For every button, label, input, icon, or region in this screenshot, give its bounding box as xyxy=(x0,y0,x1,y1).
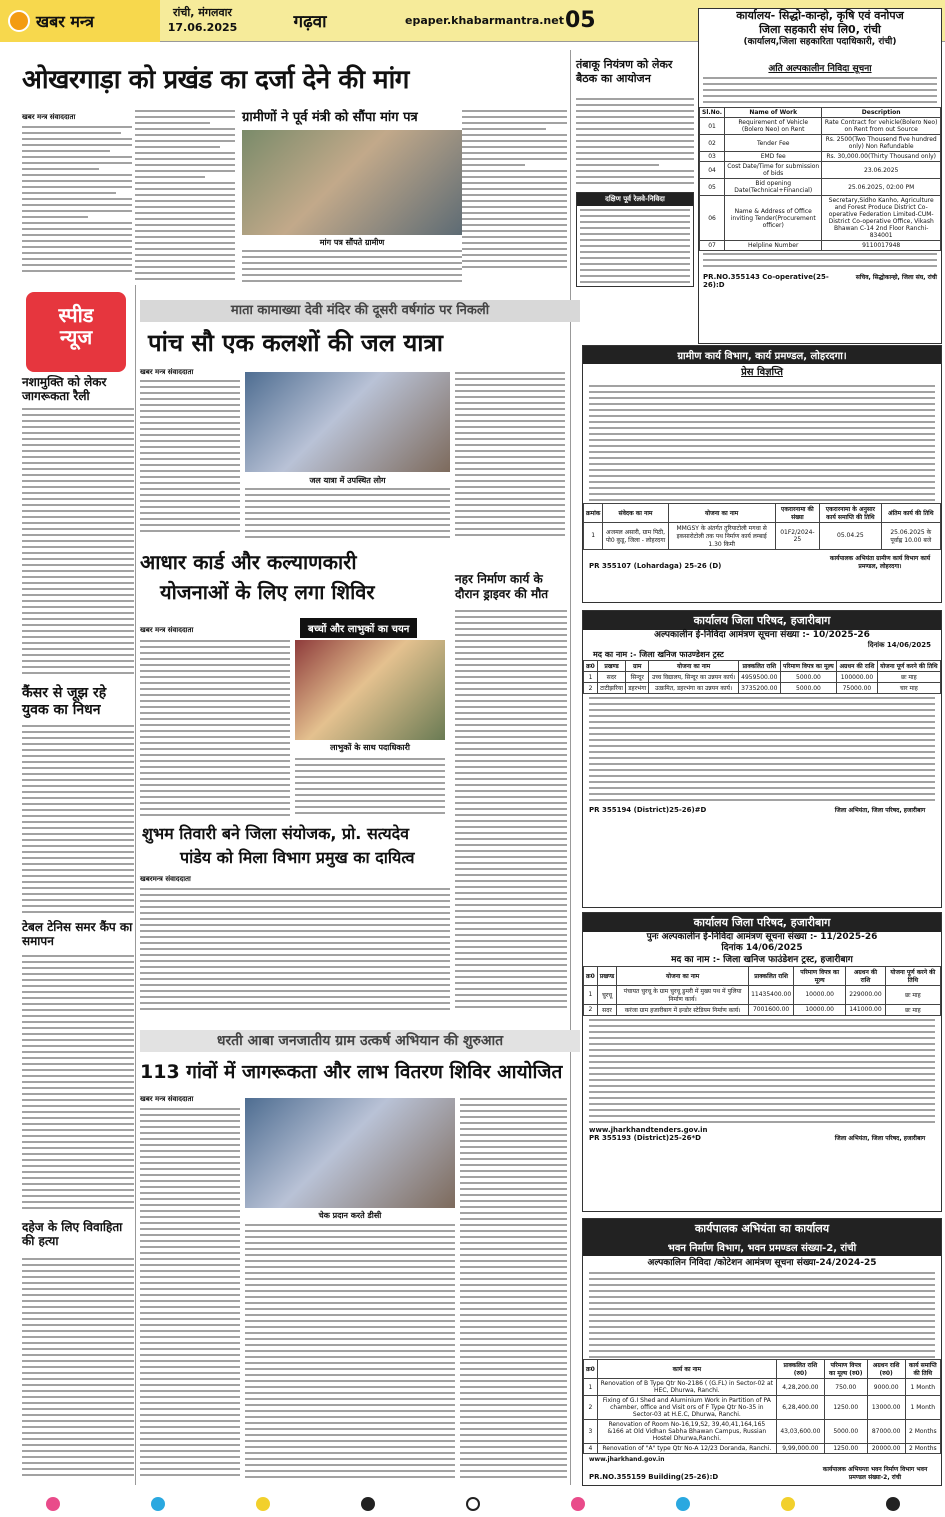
notice-hz1-pr: PR 355194 (District)25-26)#D xyxy=(589,806,707,814)
dharti-kicker: धरती आबा जनजातीय ग्राम उत्कर्ष अभियान की शुरुआत xyxy=(140,1030,580,1052)
table-cell: 2 xyxy=(584,1004,598,1015)
table-cell: चार माह xyxy=(877,683,940,694)
notice-rural-subtitle: प्रेस विज्ञप्ति xyxy=(741,367,783,378)
table-cell: छः माह xyxy=(877,672,940,683)
table-header-cell: कार्य का नाम xyxy=(597,1360,776,1379)
photo-memorandum xyxy=(242,130,462,235)
print-registration-marks xyxy=(0,1490,945,1517)
notice-bld-pr: PR.NO.355159 Building(25-26):D xyxy=(589,1473,719,1482)
city-day: रांची, मंगलवार xyxy=(173,6,232,20)
black-dot-icon xyxy=(886,1497,900,1511)
notice-rural-pr: PR 355107 (Lohardaga) 25-26 (D) xyxy=(589,561,722,570)
notice-hazaribagh-2 xyxy=(582,912,942,1212)
kalash-headline: पांच सौ एक कलशों की जल यात्रा xyxy=(148,329,443,357)
shubham-headline-2: पांडेय को मिला विभाग प्रमुख का दायित्व xyxy=(180,848,415,867)
table-header-row xyxy=(584,503,941,522)
crosshair-icon xyxy=(466,1497,480,1511)
table-cell: Rate Contract for vehicle(Bolero Neo) on Rent from out Source xyxy=(822,118,941,135)
table-header-cell: योजना का नाम xyxy=(668,503,775,522)
table-cell: 1 Month xyxy=(905,1379,940,1396)
notice-bld-subtitle: अल्पकालिन निविदा /कोटेशन आमंत्रण सूचना संख्या-24/2024-25 xyxy=(647,1258,877,1268)
column-divider xyxy=(135,285,136,1485)
table-header-cell: ग्राम xyxy=(626,661,649,672)
notice-hz2-pr: PR 355193 (District)25-26*D xyxy=(589,1133,701,1142)
tobacco-headline: तंबाकू नियंत्रण को लेकर बैठक का आयोजन xyxy=(576,58,673,85)
table-row xyxy=(584,1420,941,1444)
table-cell: 13000.00 xyxy=(867,1396,905,1420)
table-header-cell: क्र0 xyxy=(584,661,598,672)
kalash-text-col3 xyxy=(455,372,565,542)
railway-notice xyxy=(576,192,694,287)
speed-news-text-2 xyxy=(22,725,134,915)
table-cell: 10000.00 xyxy=(794,985,846,1004)
notice-coop-footer xyxy=(699,271,941,291)
table-cell: डहरभंगा xyxy=(626,683,649,694)
notice-rural-footer xyxy=(583,550,941,574)
table-header-cell: योजना पूर्ण करने की तिथि xyxy=(877,661,940,672)
canal-text xyxy=(455,610,567,1020)
table-cell: 2 xyxy=(584,1396,598,1420)
aadhar-byline: खबर मन्त्र संवाददाता xyxy=(140,626,194,634)
table-header-cell: अंतिम कार्य की तिथि xyxy=(881,503,940,522)
table-cell: 6,28,400.00 xyxy=(776,1396,824,1420)
table-row xyxy=(584,522,941,549)
table-cell: Tender Fee xyxy=(725,135,822,152)
table-cell: सदर xyxy=(597,1004,616,1015)
speed-news-text-4 xyxy=(22,1258,134,1483)
notice-bld-title-1: कार्यपालक अभियंता का कार्यालय xyxy=(583,1219,941,1238)
table-cell: 100000.00 xyxy=(837,672,878,683)
aadhar-label: बच्चों और लाभुकों का चयन xyxy=(300,618,417,638)
table-header-cell: परिमाण विपत्र का मूल्य xyxy=(780,661,837,672)
logo-emblem-icon xyxy=(8,10,30,32)
table-cell: 01F2/2024-25 xyxy=(775,522,820,549)
kalash-text-col1 xyxy=(140,380,240,540)
table-cell: 3735200.00 xyxy=(738,683,780,694)
table-cell: 5000.00 xyxy=(780,672,837,683)
table-cell: 05 xyxy=(700,179,725,196)
main-headline: ओखरगाड़ा को प्रखंड का दर्जा देने की मांग xyxy=(22,65,409,95)
speed-news-badge xyxy=(26,292,126,372)
table-row xyxy=(700,196,941,241)
logo xyxy=(0,0,160,42)
aadhar-text-col1 xyxy=(140,640,290,820)
notice-bld-table xyxy=(583,1359,941,1454)
page-number: 05 xyxy=(565,8,596,33)
table-cell: 87000.00 xyxy=(867,1420,905,1444)
table-cell: Helpline Number xyxy=(725,241,822,251)
table-cell: उच्च विद्यालय, सिन्दूर का उन्नयन कार्य। xyxy=(649,672,738,683)
table-cell: 01 xyxy=(700,118,725,135)
table-cell: Requirement of Vehicle (Bolero Neo) on Rent xyxy=(725,118,822,135)
notice-hz1-date: दिनांक 14/06/2025 xyxy=(867,641,931,650)
table-header-cell: अग्रधन की राशि xyxy=(837,661,878,672)
magenta-dot-icon xyxy=(571,1497,585,1511)
notice-hz2-subtitle: पुनः अल्पकालीन ई-निविदा आमंत्रण सूचना संख्या :- 11/2025-26 xyxy=(646,932,878,942)
table-header-cell: अग्रधन राशि (रु0) xyxy=(867,1360,905,1379)
table-cell: 1250.00 xyxy=(824,1444,867,1454)
notice-hz2-footer xyxy=(583,1134,941,1142)
speed-news-item-1: नशामुक्ति को लेकर जागरूकता रैली xyxy=(22,375,107,404)
main-text-col4 xyxy=(462,110,567,290)
speed-news-label-bottom: न्यूज xyxy=(59,325,93,349)
table-cell: Name & Address of Office inviting Tender(Procurement officer) xyxy=(725,196,822,241)
main-subheadline: ग्रामीणों ने पूर्व मंत्री को सौंपा मांग पत्र xyxy=(242,110,418,125)
table-row xyxy=(700,152,941,162)
table-header-cell: परिमाण विपत्र का मूल्य (रु0) xyxy=(824,1360,867,1379)
kalash-byline: खबर मन्त्र संवाददाता xyxy=(140,368,194,376)
table-cell: 9110017948 xyxy=(822,241,941,251)
table-cell: 3 xyxy=(584,1420,598,1444)
table-cell: Fixing of G.I Shed and Aluminium Work in Partition of PA chamber, office and Visit ors of F Type Qtr No-35 in Sector-03 at H.E.C, Dhurwa, Ranchi. xyxy=(597,1396,776,1420)
notice-hz1-signatory: जिला अभियंता, जिला परिषद, हजारीबाग xyxy=(834,807,926,814)
notice-coop-signatory: सचिव, सिद्धोकान्हो, जिला संघ, रांची xyxy=(855,274,937,281)
notice-hz1-footer xyxy=(583,806,941,814)
table-row xyxy=(584,1444,941,1454)
table-cell: सदर xyxy=(597,672,625,683)
table-cell: 23.06.2025 xyxy=(822,162,941,179)
notice-coop-title-2: जिला सहकारी संघ लि0, रांची xyxy=(759,22,881,36)
dateline xyxy=(160,6,245,35)
cyan-dot-icon xyxy=(676,1497,690,1511)
notice-coop-subtitle: अति अल्पकालीन निविदा सूचना xyxy=(768,63,872,74)
table-cell: 2 Months xyxy=(905,1420,940,1444)
dharti-headline: 113 गांवों में जागरूकता और लाभ वितरण शिविर आयोजित xyxy=(140,1061,563,1083)
aadhar-headline-1: आधार कार्ड और कल्याणकारी xyxy=(140,550,357,574)
shubham-text xyxy=(140,888,450,1018)
table-header-cell: एकरारनामा की संख्या xyxy=(775,503,820,522)
kalash-photo-caption: जल यात्रा में उपस्थित लोग xyxy=(309,476,386,485)
table-header-cell: परिमाण विपत्र का मूल्य xyxy=(794,966,846,985)
table-header-row xyxy=(584,1360,941,1379)
table-cell: 141000.00 xyxy=(846,1004,886,1015)
table-cell: 03 xyxy=(700,152,725,162)
table-cell: Secretary,Sidho Kanho, Agriculture and Forest Produce District Co-operative Federation Limited-CUM-District Co-operative Office, Vikash Bhawan C-14 2nd Floor Ranchi- 834001 xyxy=(822,196,941,241)
table-header-cell: Name of Work xyxy=(725,108,822,118)
table-cell: 06 xyxy=(700,196,725,241)
speed-news-item-3: टेबल टेनिस समर कैंप का समापन xyxy=(22,920,133,949)
yellow-dot-icon xyxy=(781,1497,795,1511)
section-name: गढ़वा xyxy=(293,12,327,32)
shubham-byline: खबरमन्त्र संवाददाता xyxy=(140,875,191,883)
notice-building xyxy=(582,1218,942,1486)
speed-news-text-3 xyxy=(22,955,134,1215)
table-row xyxy=(584,683,941,694)
table-cell: 1 xyxy=(584,522,603,549)
main-text-col1 xyxy=(22,126,132,286)
table-row xyxy=(584,1379,941,1396)
table-header-cell: अग्रधन की राशि xyxy=(846,966,886,985)
black-dot-icon xyxy=(361,1497,375,1511)
speed-news-label-top: स्पीड xyxy=(58,303,94,327)
table-cell: EMD fee xyxy=(725,152,822,162)
notice-hz1-table xyxy=(583,660,941,694)
speed-news-item-2: कैंसर से जूझ रहे युवक का निधन xyxy=(22,685,107,718)
table-row xyxy=(584,985,941,1004)
table-cell: 25.06.2025 के पूर्वाह्न 10.00 बजे xyxy=(881,522,940,549)
kalash-kicker: माता कामाख्या देवी मंदिर की दूसरी वर्षगांठ पर निकली xyxy=(140,300,580,322)
notice-hz2-website[interactable]: www.jharkhandtenders.gov.in xyxy=(589,1125,708,1134)
table-cell: 11435400.00 xyxy=(749,985,794,1004)
table-cell: 02 xyxy=(700,135,725,152)
dharti-byline: खबर मन्त्र संवाददाता xyxy=(140,1095,194,1103)
notice-rural-signatory: कार्यपालक अभियंता ग्रामीण कार्य विभाग कार्य प्रमण्डल, लोहरदगा। xyxy=(829,554,931,570)
notice-coop-title-3: (कार्यालय,जिला सहकारिता पदाधिकारी, रांची) xyxy=(743,36,897,47)
table-cell: Renovation of B Type Qtr No-2186 ( (G.FL) in Sector-02 at HEC, Dhurwa, Ranchi. xyxy=(597,1379,776,1396)
table-header-cell: प्राक्कलित राशि xyxy=(738,661,780,672)
shubham-headline-1: शुभम तिवारी बने जिला संयोजक, प्रो. सत्यदेव xyxy=(142,824,410,843)
table-cell: उत्क्रमित, डहरभंगा का उन्नयन कार्य। xyxy=(649,683,738,694)
table-cell: 7001600.00 xyxy=(749,1004,794,1015)
table-cell: 5000.00 xyxy=(780,683,837,694)
table-header-cell: प्रखण्ड xyxy=(597,966,616,985)
table-cell: छः माह xyxy=(885,1004,940,1015)
table-cell: 4959500.00 xyxy=(738,672,780,683)
table-cell: 2 xyxy=(584,683,598,694)
table-header-cell: संवेदक का नाम xyxy=(603,503,668,522)
table-cell: 43,03,600.00 xyxy=(776,1420,824,1444)
table-header-cell: Sl.No. xyxy=(700,108,725,118)
table-header-cell: क्रमांक xyxy=(584,503,603,522)
table-header-cell: कार्य समाप्ति की तिथि xyxy=(905,1360,940,1379)
table-cell: 75000.00 xyxy=(837,683,878,694)
dharti-photo-caption: चेक प्रदान करते डीसी xyxy=(318,1211,382,1220)
main-text-col2 xyxy=(135,110,235,290)
notice-hz2-table xyxy=(583,966,941,1016)
table-header-cell: प्राक्कलित राशि xyxy=(749,966,794,985)
notice-rural-body xyxy=(583,383,941,503)
table-cell: छः माह xyxy=(885,985,940,1004)
table-cell: 04 xyxy=(700,162,725,179)
aadhar-headline-2: योजनाओं के लिए लगा शिविर xyxy=(160,580,375,604)
notice-cooperative xyxy=(698,8,942,344)
logo-text: खबर मन्त्र xyxy=(36,11,94,31)
dharti-text-col1 xyxy=(140,1108,240,1488)
column-divider xyxy=(570,50,571,1485)
table-header-row xyxy=(700,108,941,118)
photo-aadhar-camp xyxy=(295,640,445,740)
main-text-col3 xyxy=(242,250,462,290)
photo-jal-yatra xyxy=(245,372,450,472)
tobacco-text xyxy=(576,98,694,188)
table-cell: 2 Months xyxy=(905,1444,940,1454)
notice-hz1-title: कार्यालय जिला परिषद, हजारीबाग xyxy=(583,611,941,630)
table-row xyxy=(584,1004,941,1015)
speed-news-item-4: दहेज के लिए विवाहिता की हत्या xyxy=(22,1220,123,1249)
table-cell: सिन्दूर xyxy=(626,672,649,683)
notice-coop-note xyxy=(699,251,941,271)
notice-coop-intro xyxy=(699,75,941,107)
notice-bld-title-2: भवन निर्माण विभाग, भवन प्रमण्डल संख्या-2, रांची xyxy=(583,1238,941,1256)
table-header-cell: क्र0 xyxy=(584,966,598,985)
table-row xyxy=(700,241,941,251)
table-cell: 4,28,200.00 xyxy=(776,1379,824,1396)
dharti-text-col3 xyxy=(460,1098,567,1486)
table-header-cell: योजना का नाम xyxy=(617,966,749,985)
table-cell: 1 Month xyxy=(905,1396,940,1420)
table-cell: 25.06.2025, 02:00 PM xyxy=(822,179,941,196)
table-cell: 1250.00 xyxy=(824,1396,867,1420)
notice-bld-terms xyxy=(583,1269,941,1359)
notice-coop-pr: PR.NO.355143 Co-operative(25-26):D xyxy=(703,273,829,289)
notice-bld-footer xyxy=(583,1465,941,1481)
table-cell: 750.00 xyxy=(824,1379,867,1396)
table-cell: Renovation of "A" type Qtr No-A 12/23 Doranda, Ranchi. xyxy=(597,1444,776,1454)
table-row xyxy=(700,179,941,196)
table-cell: चुरचू xyxy=(597,985,616,1004)
speed-news-text-1 xyxy=(22,408,134,678)
table-cell: 9,99,000.00 xyxy=(776,1444,824,1454)
table-header-cell: प्रखण्ड xyxy=(597,661,625,672)
notice-bld-signatory: कार्यपालक अभियन्ता भवन निर्माण विभाग भवन प्रमण्डल संख्या-2, रांची xyxy=(822,1466,928,1482)
epaper-link[interactable]: epaper.khabarmantra.net xyxy=(405,14,564,27)
canal-headline: नहर निर्माण कार्य के दौरान ड्राइवर की मौत xyxy=(455,572,549,601)
table-cell: Bid opening Date(Technical+Financial) xyxy=(725,179,822,196)
notice-hz2-title: कार्यालय जिला परिषद, हजारीबाग xyxy=(583,913,941,932)
notice-hz2-date: दिनांक 14/06/2025 xyxy=(721,943,803,954)
table-cell: 1 xyxy=(584,1379,598,1396)
notice-hz1-fund: मद का नाम :- जिला खनिज फाउण्डेशन ट्रस्ट xyxy=(593,650,724,659)
table-header-cell: क्र0 xyxy=(584,1360,598,1379)
table-cell: 5000.00 xyxy=(824,1420,867,1444)
table-cell: Rs. 30,000.00(Thirty Thousand only) xyxy=(822,152,941,162)
table-cell: MMGSY के अंतर्गत तुरियाटोली मगधा से इकसारोटोली तक पथ निर्माण कार्य लम्बाई 1.30 किमी xyxy=(668,522,775,549)
table-row xyxy=(700,118,941,135)
table-cell: 05.04.25 xyxy=(820,522,881,549)
date: 17.06.2025 xyxy=(167,20,238,34)
cyan-dot-icon xyxy=(151,1497,165,1511)
railway-notice-title: दक्षिण पूर्व रेलवे-निविदा xyxy=(577,193,693,206)
magenta-dot-icon xyxy=(46,1497,60,1511)
table-row xyxy=(584,672,941,683)
table-cell: 1 xyxy=(584,672,598,683)
table-cell: 229000.00 xyxy=(846,985,886,1004)
table-cell: टाटीझरिया xyxy=(597,683,625,694)
notice-hz1-terms xyxy=(583,694,941,806)
table-cell: 9000.00 xyxy=(867,1379,905,1396)
table-cell: करंजा ग्राम हजारीबाग में इन्डोर स्टेडियम निर्माण कार्य। xyxy=(617,1004,749,1015)
table-cell: अजमल असारी, ग्राम पिठी, पो0 कुडू, जिला - लोहरदगा xyxy=(603,522,668,549)
table-cell: Cost Date/Time for submission of bids xyxy=(725,162,822,179)
table-header-cell: Description xyxy=(822,108,941,118)
table-cell: 07 xyxy=(700,241,725,251)
table-header-row xyxy=(584,661,941,672)
table-header-cell: योजना पूर्ण करने की तिथि xyxy=(885,966,940,985)
notice-hz1-subtitle: अल्पकालीन ई-निविदा आमंत्रण सूचना संख्या :- 10/2025-26 xyxy=(654,630,870,640)
table-cell: 4 xyxy=(584,1444,598,1454)
notice-rural-title: ग्रामीण कार्य विभाग, कार्य प्रमण्डल, लोहरदगा। xyxy=(583,346,941,364)
aadhar-photo-caption: लाभुकों के साथ पदाधिकारी xyxy=(330,743,410,752)
table-header-cell: प्राक्कलित राशि (रु0) xyxy=(776,1360,824,1379)
table-header-row xyxy=(584,966,941,985)
kalash-text-col2 xyxy=(245,488,450,543)
table-row xyxy=(700,135,941,152)
notice-hazaribagh-1 xyxy=(582,610,942,908)
photo-dharti-camp xyxy=(245,1098,455,1208)
main-byline: खबर मन्त्र संवाददाता xyxy=(22,113,76,121)
notice-coop-title-1: कार्यालय- सिद्धो-कान्हो, कृषि एवं वनोपज xyxy=(736,9,904,22)
table-cell: 20000.00 xyxy=(867,1444,905,1454)
railway-notice-text xyxy=(577,206,693,286)
notice-bld-website[interactable]: www.jharkhand.gov.in xyxy=(589,1456,665,1464)
table-cell: Rs. 2500(Two Thousend five hundred only) Non Refundable xyxy=(822,135,941,152)
table-header-cell: एकरारनामा के अनुसार कार्य समाप्ति की तिथि xyxy=(820,503,881,522)
yellow-dot-icon xyxy=(256,1497,270,1511)
table-cell: 1 xyxy=(584,985,598,1004)
photo-caption: मांग पत्र सौंपते ग्रामीण xyxy=(319,238,385,247)
notice-coop-table xyxy=(699,107,941,251)
table-cell: Renovation of Room No-16,19,S2, 39,40,41,164,165 &166 at Old Vidhan Sabha Bhawan Campus, Russian Hostel Dhurwa,Ranchi. xyxy=(597,1420,776,1444)
notice-rural xyxy=(582,345,942,603)
table-row xyxy=(584,1396,941,1420)
notice-hz2-signatory: जिला अभियंता, जिला परिषद, हजारीबाग xyxy=(834,1134,926,1142)
notice-hz2-terms xyxy=(583,1016,941,1126)
table-row xyxy=(700,162,941,179)
table-cell: पंचायत चुरचू के ग्राम चुरचू डुमरी में मुख्य पथ में पुलिया निर्माण कार्य। xyxy=(617,985,749,1004)
notice-rural-table xyxy=(583,503,941,550)
table-header-cell: योजना का नाम xyxy=(649,661,738,672)
aadhar-text-col2 xyxy=(295,758,445,818)
dharti-text-col2 xyxy=(245,1224,455,1486)
notice-hz2-fund: मद का नाम :- जिला खनिज फाउंडेशन ट्रस्ट, हजारीबाग xyxy=(671,954,853,965)
table-cell: 10000.00 xyxy=(794,1004,846,1015)
